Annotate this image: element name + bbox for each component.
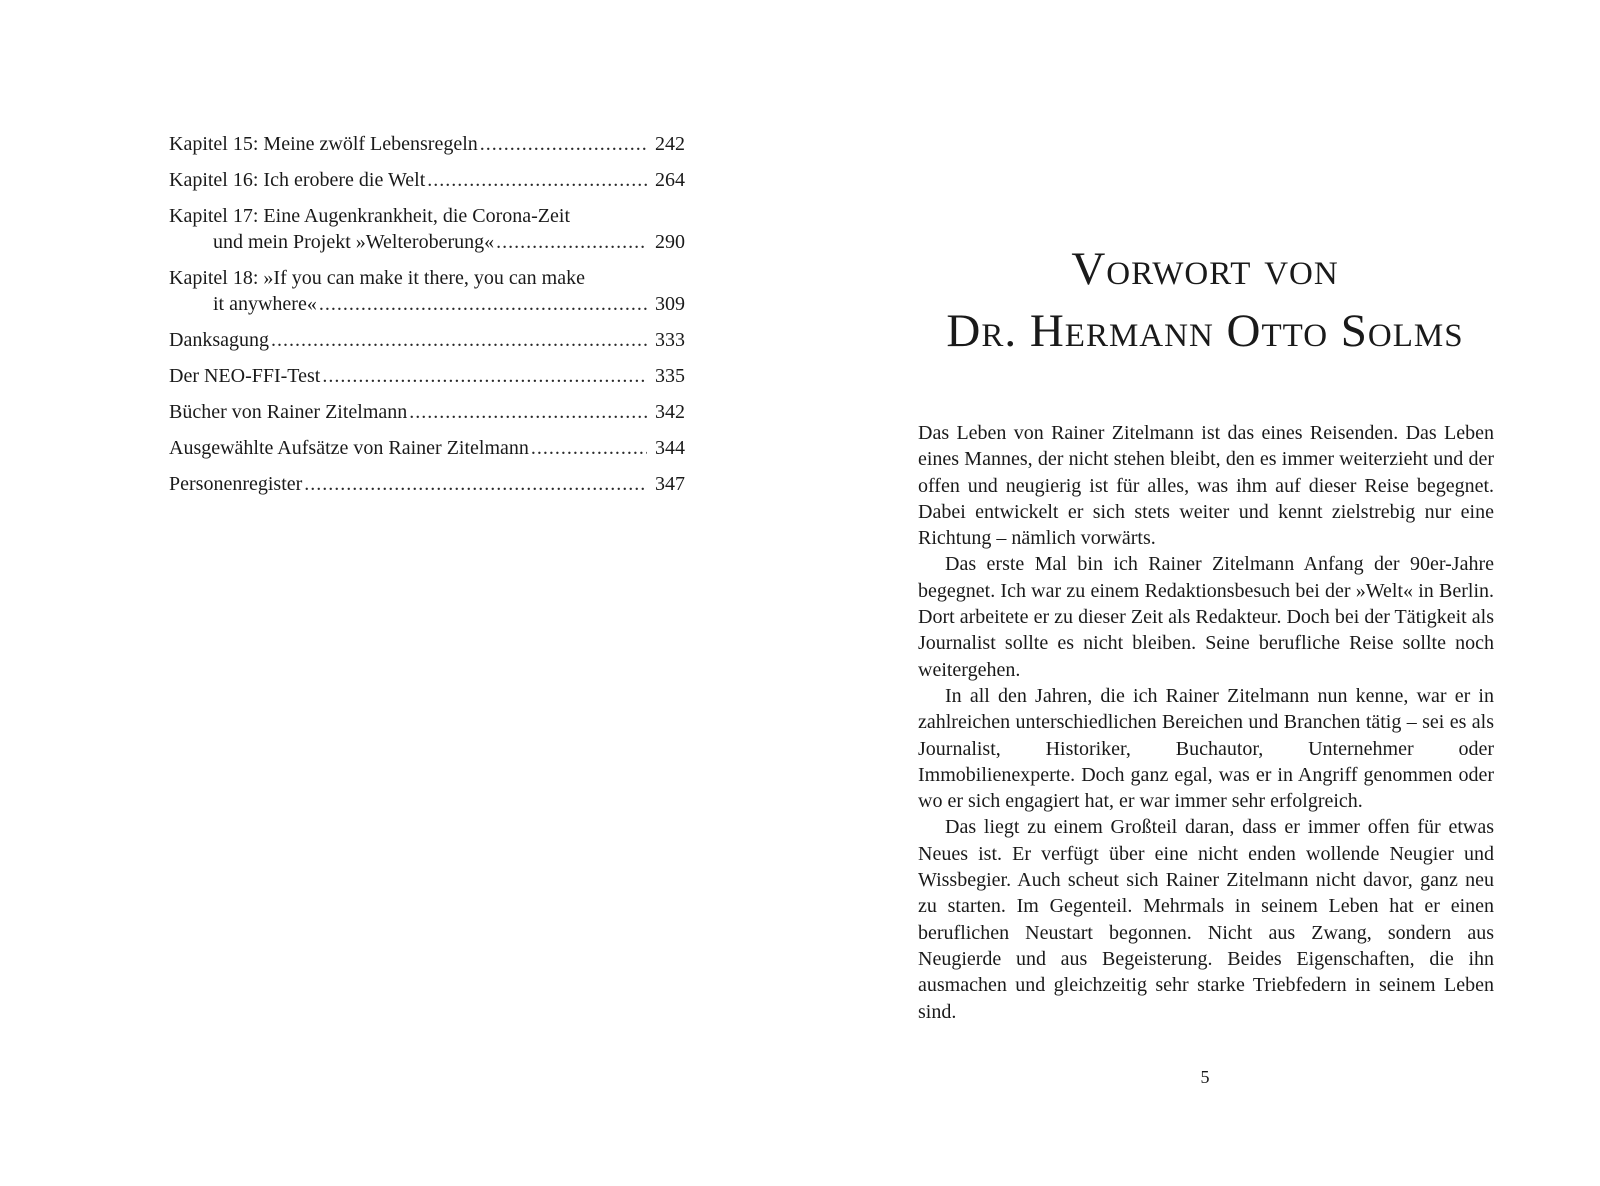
foreword-paragraph: Das erste Mal bin ich Rainer Zitelmann Anfang der 90er-Jahre begegnet. Ich war zu einem Redaktionsbesuch bei der »Welt« in Berlin. Dort arbeitete er zu dieser Zeit als Redakteur. Doch bei der Tätigkeit als Journalist sollte es nicht bleiben. Seine berufliche Reise sollte noch weitergehen. [918, 553, 1494, 681]
toc-page-number: 335 [655, 365, 685, 387]
toc-page-number: 290 [655, 231, 685, 253]
toc-entry [169, 131, 685, 157]
toc-dot-leader [531, 435, 647, 461]
toc-line [169, 363, 685, 389]
toc-entry-title-continuation: und mein Projekt »Welteroberung« [213, 231, 495, 253]
toc-page-number: 344 [655, 437, 685, 459]
right-page [800, 0, 1600, 1186]
foreword-body [918, 420, 1494, 1025]
toc-dot-leader [322, 363, 647, 389]
toc-entry-title: Kapitel 18: »If you can make it there, you can make [169, 267, 585, 289]
toc-page-number: 342 [655, 401, 685, 423]
toc-dot-leader [427, 167, 647, 193]
toc-entry-title: Der NEO-FFI-Test [169, 365, 321, 387]
toc-entry-title: Danksagung [169, 329, 269, 351]
toc-entry-title: Kapitel 17: Eine Augenkrankheit, die Corona-Zeit [169, 205, 570, 227]
toc-line [169, 203, 685, 229]
toc-entry-title: Ausgewählte Aufsätze von Rainer Zitelmann [169, 437, 529, 459]
toc-entry-title: Kapitel 15: Meine zwölf Lebensregeln [169, 133, 478, 155]
toc-line-continuation [169, 229, 685, 255]
toc-dot-leader [496, 229, 647, 255]
toc-line [169, 131, 685, 157]
toc-line-continuation [169, 291, 685, 317]
page-number: 5 [1200, 1067, 1210, 1087]
table-of-contents [169, 131, 685, 507]
toc-entry [169, 203, 685, 255]
toc-line [169, 265, 685, 291]
toc-dot-leader [409, 399, 647, 425]
toc-line [169, 399, 685, 425]
toc-dot-leader [480, 131, 647, 157]
toc-page-number: 347 [655, 473, 685, 495]
foreword-heading-line2: Dr. Hermann Otto Solms [946, 305, 1464, 357]
toc-dot-leader [304, 471, 647, 497]
toc-page-number: 242 [655, 133, 685, 155]
foreword-paragraph: Das Leben von Rainer Zitelmann ist das eines Reisenden. Das Leben eines Mannes, der nicht stehen bleibt, den es immer weiterzieht und der offen und neugierig ist für alles, was ihm auf dieser Reise begegnet. Dabei entwickelt er sich stets weiter und kennt zielstrebig nur eine Richtung – nämlich vorwärts. [918, 422, 1494, 550]
toc-page-number: 333 [655, 329, 685, 351]
toc-page-number: 309 [655, 293, 685, 315]
foreword-paragraph: In all den Jahren, die ich Rainer Zitelmann nun kenne, war er in zahlreichen unterschiedlichen Bereichen und Branchen tätig – sei es als Journalist, Historiker, Buchautor, Unternehmer oder Immobilienexperte. Doch ganz egal, was er in Angriff genommen oder wo er sich engagiert hat, er war immer sehr erfolgreich. [918, 684, 1494, 813]
toc-entry-title: Personenregister [169, 473, 303, 495]
toc-entry-title: Kapitel 16: Ich erobere die Welt [169, 169, 426, 191]
foreword-heading-line1: Vorwort von [1071, 243, 1339, 295]
toc-entry [169, 399, 685, 425]
toc-entry [169, 363, 685, 389]
toc-entry [169, 471, 685, 497]
toc-entry [169, 265, 685, 317]
toc-entry [169, 167, 685, 193]
toc-dot-leader [319, 291, 647, 317]
toc-entry-title: Bücher von Rainer Zitelmann [169, 401, 408, 423]
toc-line [169, 435, 685, 461]
toc-entry [169, 435, 685, 461]
toc-dot-leader [271, 327, 647, 353]
foreword-heading [918, 238, 1492, 362]
toc-page-number: 264 [655, 169, 685, 191]
toc-entry [169, 327, 685, 353]
foreword-paragraph: Das liegt zu einem Großteil daran, dass er immer offen für etwas Neues ist. Er verfügt über eine nicht enden wollende Neugier und Wissbegier. Auch scheut sich Rainer Zitelmann nicht davor, ganz neu zu starten. Im Gegenteil. Mehrmals in seinem Leben hat er einen beruflichen Neustart begonnen. Nicht aus Zwang, sondern aus Neugierde und aus Begeisterung. Beides Eigenschaften, die ihn ausmachen und gleichzeitig sehr starke Triebfedern in seinem Leben sind. [918, 816, 1494, 1023]
toc-line [169, 327, 685, 353]
toc-entry-title-continuation: it anywhere« [213, 293, 317, 315]
toc-line [169, 167, 685, 193]
toc-line [169, 471, 685, 497]
